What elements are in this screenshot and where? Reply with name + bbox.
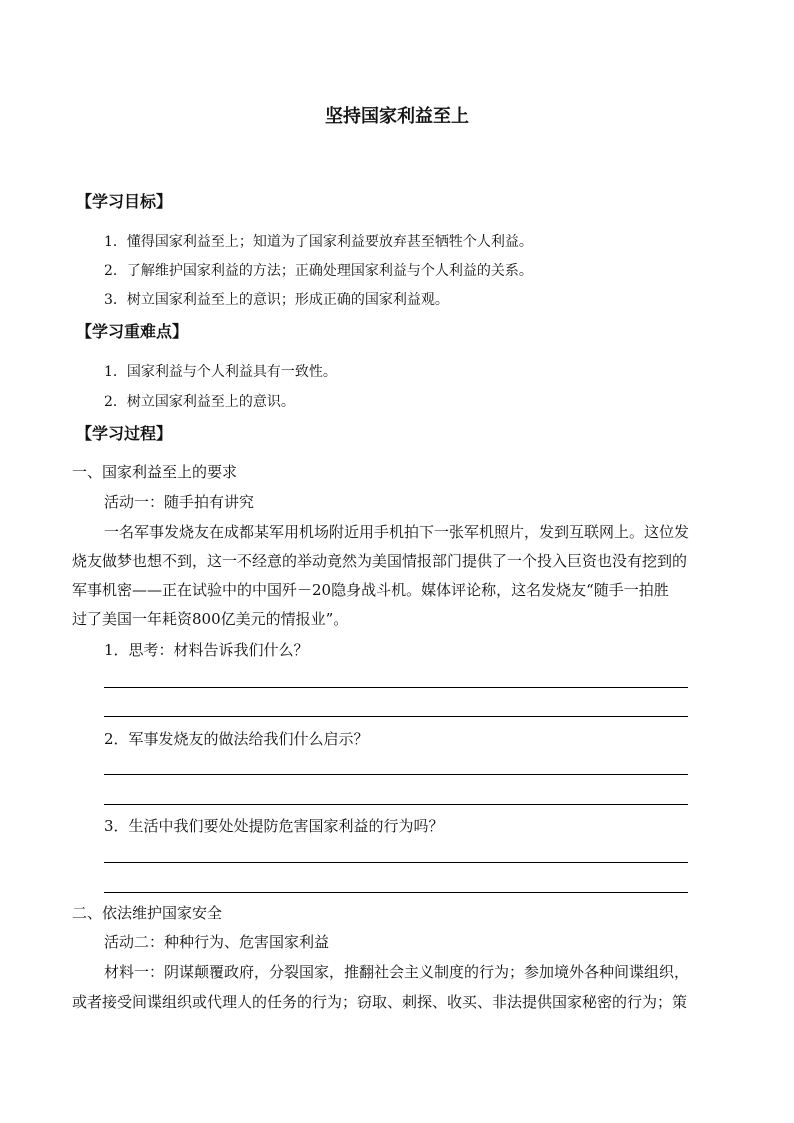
answer-line xyxy=(104,716,688,717)
question-3: 3．生活中我们要处处提防危害国家利益的行为吗？ xyxy=(104,817,444,835)
section1-paragraph-line-4: 过了美国一年耗资800亿美元的情报业”。 xyxy=(72,610,349,628)
answer-line xyxy=(104,804,688,805)
section1-title: 一、国家利益至上的要求 xyxy=(72,463,238,481)
goal-item-2: 2．了解维护国家利益的方法；正确处理国家利益与个人利益的关系。 xyxy=(104,263,533,279)
answer-line xyxy=(104,774,688,775)
answer-line xyxy=(104,862,688,863)
answer-line xyxy=(104,687,688,688)
question-2: 2．军事发烧友的做法给我们什么启示？ xyxy=(104,730,369,748)
goals-heading: 【学习目标】 xyxy=(76,192,173,211)
section1-paragraph-line-3: 军事机密——正在试验中的中国歼－20隐身战斗机。媒体评论称，这名发烧友“随手一拍胜 xyxy=(72,581,669,599)
goal-item-3: 3．树立国家利益至上的意识；形成正确的国家利益观。 xyxy=(104,292,449,308)
section2-activity: 活动二：种种行为、危害国家利益 xyxy=(104,933,330,951)
process-heading: 【学习过程】 xyxy=(76,424,173,443)
goal-item-1: 1．懂得国家利益至上；知道为了国家利益要放弃甚至牺牲个人利益。 xyxy=(104,234,533,250)
question-1: 1．思考：材料告诉我们什么？ xyxy=(104,641,309,659)
section2-title: 二、依法维护国家安全 xyxy=(72,904,223,922)
key-points-heading: 【学习重难点】 xyxy=(76,322,189,341)
answer-line xyxy=(104,892,688,893)
key-point-item-1: 1．国家利益与个人利益具有一致性。 xyxy=(104,364,337,380)
section1-paragraph-line-2: 烧友做梦也想不到，这一不经意的举动竟然为美国情报部门提供了一个投入巨资也没有挖到的 xyxy=(72,552,688,570)
key-point-item-2: 2．树立国家利益至上的意识。 xyxy=(104,394,295,410)
section1-activity: 活动一：随手拍有讲究 xyxy=(104,493,255,511)
section2-paragraph-line-1: 材料一：阴谋颠覆政府，分裂国家，推翻社会主义制度的行为；参加境外各种间谍组织， xyxy=(104,963,690,981)
section1-paragraph-line-1: 一名军事发烧友在成都某军用机场附近用手机拍下一张军机照片，发到互联网上。这位发 xyxy=(104,523,690,541)
page-title: 坚持国家利益至上 xyxy=(325,106,469,127)
section2-paragraph-line-2: 或者接受间谍组织或代理人的任务的行为；窃取、刺探、收买、非法提供国家秘密的行为；策 xyxy=(72,993,688,1011)
